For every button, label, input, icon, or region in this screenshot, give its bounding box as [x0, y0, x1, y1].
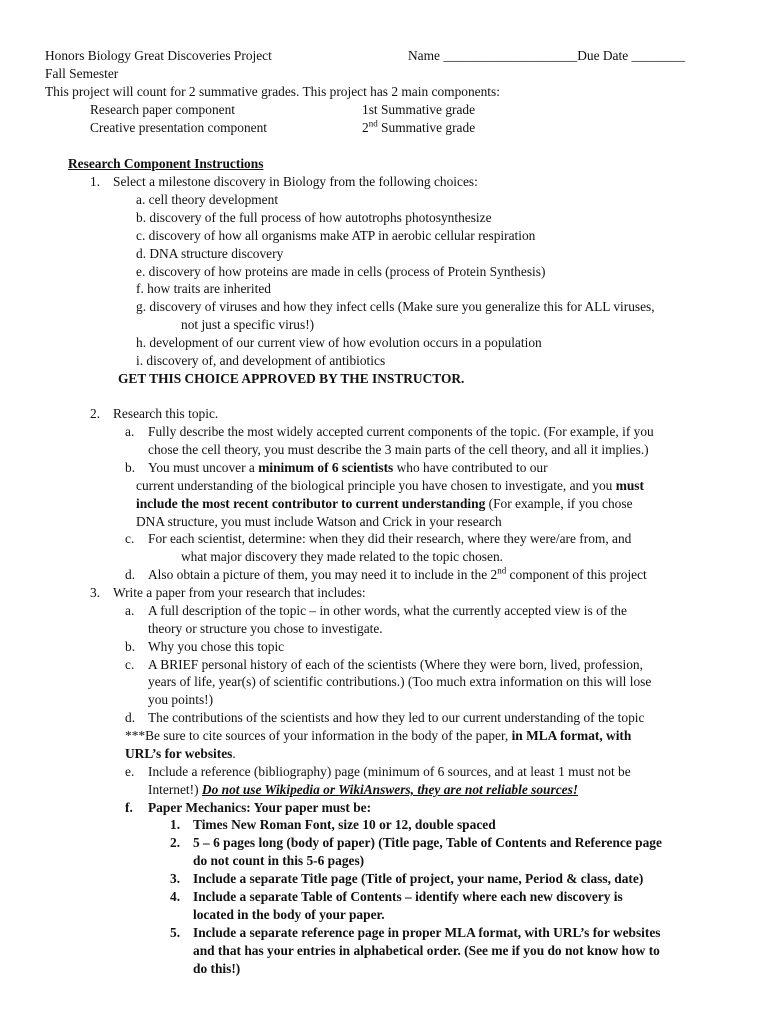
- mechanic-5-line-1: Include a separate reference page in proper MLA format, with URL’s for websites: [193, 925, 661, 940]
- step-2b-label: b.: [125, 460, 136, 475]
- mechanic-2-line-2: do not count in this 5-6 pages): [193, 853, 365, 868]
- choice-h: h. development of our current view of how evolution occurs in a population: [136, 335, 542, 350]
- component-2-name: Creative presentation component: [90, 120, 267, 135]
- approval-note: GET THIS CHOICE APPROVED BY THE INSTRUCTOR.: [118, 371, 465, 386]
- step-3c-line-2: years of life, year(s) of scientific contributions.) (Too much extra information on this will lose: [148, 674, 652, 689]
- step-2b-line-2: current understanding of the biological principle you have chosen to investigate, and you must: [136, 478, 644, 493]
- step-2-number: 2.: [90, 406, 101, 421]
- choice-d: d. DNA structure discovery: [136, 246, 284, 261]
- project-title: Honors Biology Great Discoveries Project: [45, 48, 272, 63]
- choice-e: e. discovery of how proteins are made in cells (process of Protein Synthesis): [136, 264, 546, 279]
- step-3c-line-3: you points!): [148, 692, 214, 707]
- step-3f-label: f.: [125, 800, 133, 815]
- step-3b-line-1: Why you chose this topic: [148, 639, 285, 654]
- step-3d-line-2: ***Be sure to cite sources of your information in the body of the paper, in MLA format, with: [125, 728, 632, 743]
- step-3d-line-1: The contributions of the scientists and how they led to our current understanding of the topic: [148, 710, 645, 725]
- mechanic-1-line-1: Times New Roman Font, size 10 or 12, double spaced: [193, 817, 496, 832]
- research-heading: Research Component Instructions: [68, 156, 264, 171]
- step-2b-line-1: You must uncover a minimum of 6 scientists who have contributed to our: [148, 460, 548, 475]
- step-2c-line-2: what major discovery they made related to the topic chosen.: [181, 549, 504, 564]
- step-1-number: 1.: [90, 174, 101, 189]
- step-3a-line-2: theory or structure you chose to investigate.: [148, 621, 383, 636]
- component-2-grade: 2nd Summative grade: [362, 118, 476, 135]
- step-2b-line-4: DNA structure, you must include Watson and Crick in your research: [136, 514, 502, 529]
- step-3-text: Write a paper from your research that includes:: [113, 585, 366, 600]
- choice-i: i. discovery of, and development of antibiotics: [136, 353, 386, 368]
- paper-mechanics-heading: Paper Mechanics: Your paper must be:: [148, 800, 372, 815]
- mechanic-2-number: 2.: [170, 835, 181, 850]
- step-3a-line-1: A full description of the topic – in other words, what the currently accepted view is of the: [148, 603, 627, 618]
- choice-a: a. cell theory development: [136, 192, 279, 207]
- choice-g-continued: not just a specific virus!): [181, 317, 315, 332]
- mechanic-1-number: 1.: [170, 817, 181, 832]
- mechanic-5-number: 5.: [170, 925, 181, 940]
- step-3d-line-3: URL’s for websites.: [125, 746, 236, 761]
- step-3-number: 3.: [90, 585, 101, 600]
- choice-c: c. discovery of how all organisms make ATP in aerobic cellular respiration: [136, 228, 536, 243]
- mechanic-5-line-3: do this!): [193, 961, 241, 976]
- component-1-name: Research paper component: [90, 102, 236, 117]
- step-1-text: Select a milestone discovery in Biology from the following choices:: [113, 174, 478, 189]
- step-2c-line-1: For each scientist, determine: when they did their research, where they were/are from, and: [148, 531, 632, 546]
- mechanic-3-number: 3.: [170, 871, 181, 886]
- step-3e-line-1: Include a reference (bibliography) page (minimum of 6 sources, and at least 1 must not be: [148, 764, 631, 779]
- step-2c-label: c.: [125, 531, 135, 546]
- step-3c-line-1: A BRIEF personal history of each of the scientists (Where they were born, lived, profession,: [148, 657, 643, 672]
- step-2a-label: a.: [125, 424, 135, 439]
- mechanic-3-line-1: Include a separate Title page (Title of project, your name, Period & class, date): [193, 871, 644, 886]
- step-2d-line-1: Also obtain a picture of them, you may need it to include in the 2nd component of this project: [148, 565, 647, 582]
- step-3c-label: c.: [125, 657, 135, 672]
- mechanic-5-line-2: and that has your entries in alphabetical order. (See me if you do not know how to: [193, 943, 660, 958]
- step-2-text: Research this topic.: [113, 406, 219, 421]
- step-2b-line-3: include the most recent contributor to current understanding (For example, if you chose: [136, 496, 633, 511]
- choice-g: g. discovery of viruses and how they infect cells (Make sure you generalize this for ALL viruses,: [136, 299, 655, 314]
- mechanic-2-line-1: 5 – 6 pages long (body of paper) (Title page, Table of Contents and Reference page: [193, 835, 662, 850]
- choice-f: f. how traits are inherited: [136, 281, 271, 296]
- mechanic-4-number: 4.: [170, 889, 181, 904]
- step-3b-label: b.: [125, 639, 136, 654]
- step-3e-line-2: Internet!) Do not use Wikipedia or WikiAnswers, they are not reliable sources!: [148, 782, 579, 797]
- mechanic-4-line-1: Include a separate Table of Contents – identify where each new discovery is: [193, 889, 623, 904]
- component-1-grade: 1st Summative grade: [362, 102, 476, 117]
- name-due-date-line: Name ____________________Due Date ________: [408, 48, 686, 63]
- semester: Fall Semester: [45, 66, 119, 81]
- step-2d-label: d.: [125, 567, 136, 582]
- step-2a-line-1: Fully describe the most widely accepted current components of the topic. (For example, if you: [148, 424, 654, 439]
- intro-text: This project will count for 2 summative grades. This project has 2 main components:: [45, 84, 500, 99]
- step-3a-label: a.: [125, 603, 135, 618]
- choice-b: b. discovery of the full process of how autotrophs photosynthesize: [136, 210, 492, 225]
- step-3e-label: e.: [125, 764, 135, 779]
- mechanic-4-line-2: located in the body of your paper.: [193, 907, 385, 922]
- step-2a-line-2: chose the cell theory, you must describe the 3 main parts of the cell theory, and all it implies.): [148, 442, 649, 457]
- step-3d-label: d.: [125, 710, 136, 725]
